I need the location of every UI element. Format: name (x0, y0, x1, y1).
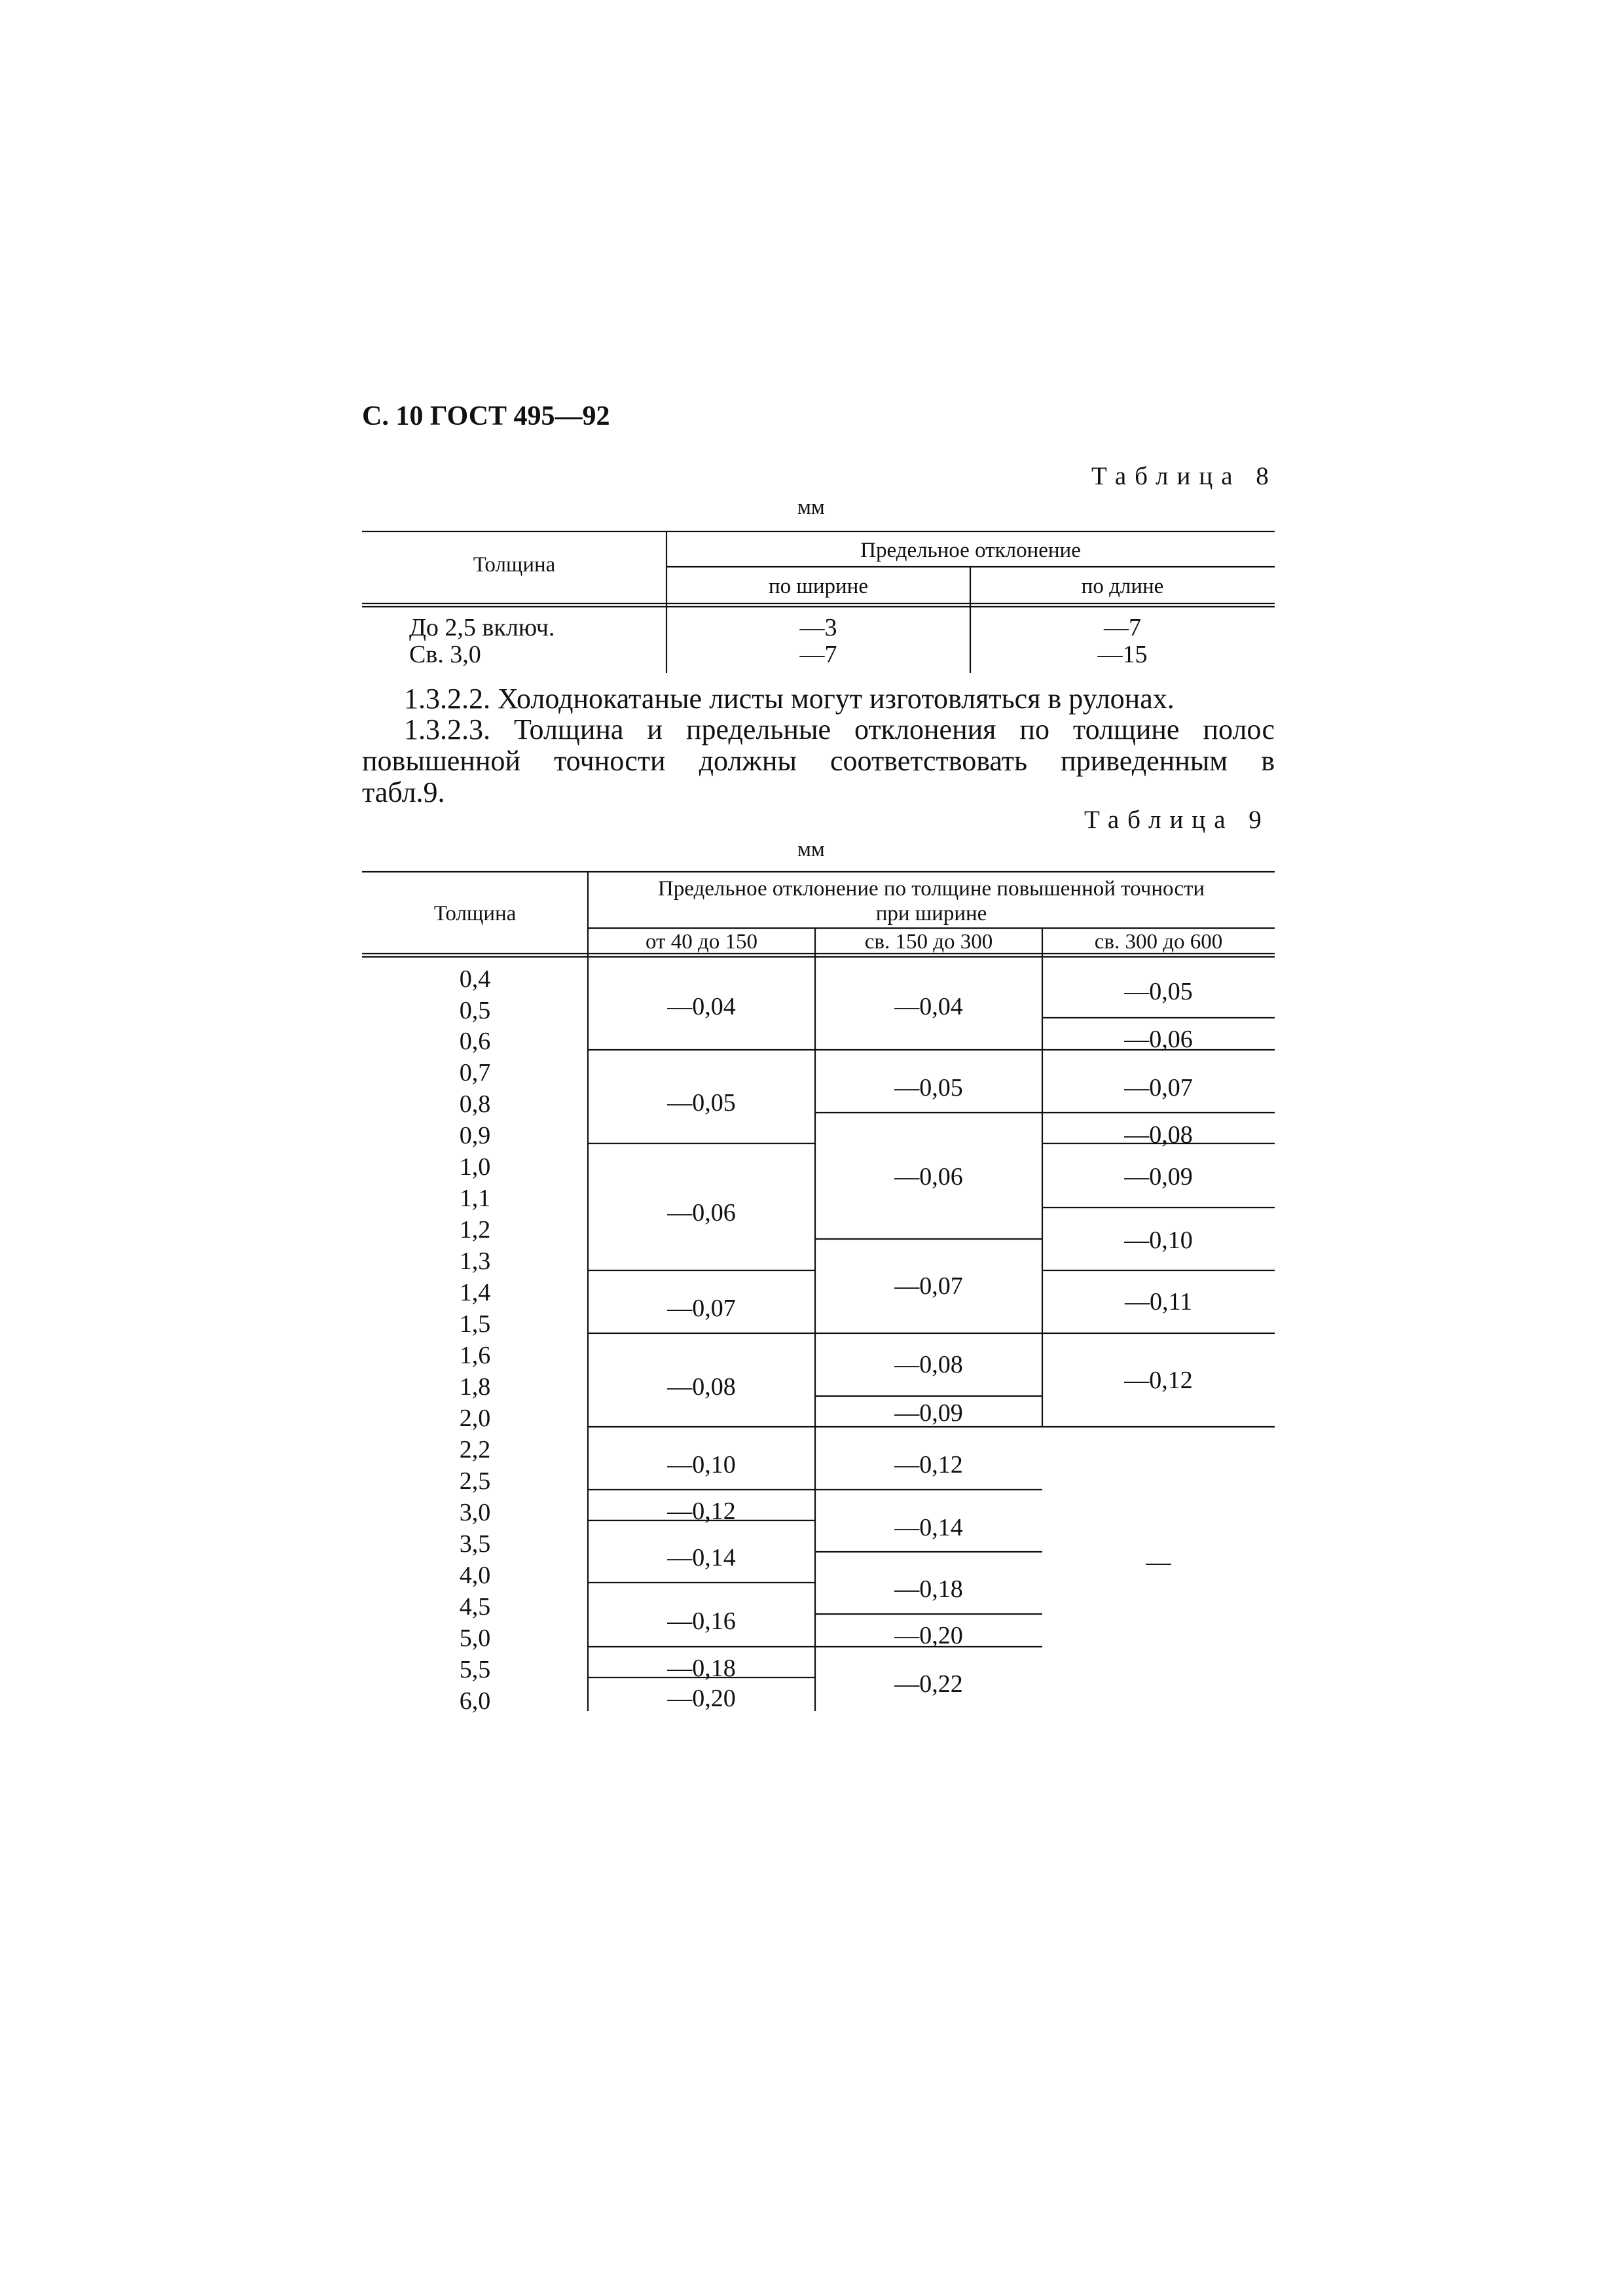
table9-w2-cell: —0,18 (894, 1575, 963, 1603)
table9-w3-cell: —0,05 (1124, 978, 1193, 1005)
table9-thickness-cell: 0,8 (459, 1090, 491, 1118)
paragraph-1-3-2-2: 1.3.2.2. Холоднокатаные листы могут изготовляться в рулонах. (404, 683, 1175, 715)
table9-col-thickness: Толщина (433, 902, 517, 925)
table8-row1-thickness: До 2,5 включ. (409, 614, 555, 641)
table9-thickness-cell: 1,3 (459, 1247, 491, 1275)
table9-w1-cell: —0,10 (667, 1451, 736, 1479)
table9-thickness-cell: 0,9 (459, 1122, 491, 1149)
table9-w1-cell: —0,05 (667, 1089, 736, 1117)
table9-thickness-cell: 1,4 (459, 1279, 491, 1306)
table9-col-group-line2: при ширине (875, 902, 987, 925)
table9-w1-cell: —0,16 (667, 1607, 736, 1635)
table9-w3-cell: —0,12 (1124, 1367, 1193, 1394)
table9-w2-cell: —0,05 (894, 1074, 963, 1102)
table9-w1-cell: —0,12 (667, 1498, 736, 1525)
table8-col-thickness: Толщина (473, 553, 556, 577)
table8-col-group: Предельное отклонение (860, 539, 1081, 562)
page-header: С. 10 ГОСТ 495—92 (362, 401, 610, 431)
table9-w1-cell: —0,06 (667, 1199, 736, 1227)
table9-col-w3: св. 300 до 600 (1094, 930, 1223, 954)
table9-thickness-cell: 1,5 (459, 1310, 491, 1338)
table9-thickness-cell: 4,5 (459, 1593, 491, 1621)
table9-w2-cell: —0,04 (894, 993, 963, 1020)
table8-row1-width: —3 (799, 614, 837, 641)
table9-w2-cell: —0,06 (894, 1163, 963, 1191)
table9-w1-cell: —0,08 (667, 1373, 736, 1401)
table9-w2-cell: —0,22 (894, 1670, 963, 1698)
table9-thickness-cell: 6,0 (459, 1687, 491, 1715)
table9-w3-cell: —0,09 (1124, 1163, 1193, 1191)
table9-thickness-cell: 0,6 (459, 1028, 491, 1055)
table9-unit: мм (797, 838, 825, 861)
table9-w3-cell: —0,11 (1124, 1288, 1193, 1316)
paragraph-1-3-2-3-line1: 1.3.2.3. Толщина и предельные отклонения по толщине полос (404, 713, 1275, 745)
table9-thickness-cell: 0,5 (459, 997, 491, 1024)
table9-w2-cell: —0,07 (894, 1272, 963, 1300)
table9-w3-cell: —0,06 (1124, 1026, 1193, 1053)
table9-w2-cell: —0,08 (894, 1351, 963, 1378)
table9-thickness-cell: 0,7 (459, 1059, 491, 1086)
table8-unit: мм (797, 495, 825, 519)
table8-caption: Таблица 8 (1091, 462, 1277, 490)
paragraph-1-3-2-3-line2: повышенной точности должны соответствовать приведенным в (362, 745, 1275, 777)
table9-w1-cell: —0,04 (667, 993, 736, 1020)
table9-w3-cell: —0,07 (1124, 1074, 1193, 1102)
table9-w3-cell: — (1146, 1549, 1171, 1576)
table9-caption: Таблица 9 (1084, 806, 1270, 834)
table9-w3-cell: —0,10 (1124, 1227, 1193, 1254)
table9-thickness-cell: 1,2 (459, 1216, 491, 1244)
table9-thickness-cell: 3,0 (459, 1499, 491, 1526)
table9-thickness-cell: 2,0 (459, 1405, 491, 1432)
table9-w2-cell: —0,14 (894, 1514, 963, 1541)
table8-row2-length: —15 (1097, 641, 1148, 668)
table9-col-w1: от 40 до 150 (645, 930, 758, 954)
table9-thickness-cell: 1,0 (459, 1153, 491, 1181)
table8-row1-length: —7 (1104, 614, 1141, 641)
table8-row2-width: —7 (799, 641, 837, 668)
table8-col-length: по длине (1081, 575, 1164, 598)
table9-thickness-cell: 2,5 (459, 1467, 491, 1495)
table9-thickness-cell: 4,0 (459, 1562, 491, 1589)
table9-w3-cell: —0,08 (1124, 1121, 1193, 1149)
table8-col-width: по ширине (769, 575, 868, 598)
table8-row2-thickness: Св. 3,0 (409, 641, 481, 668)
table9-w2-cell: —0,20 (894, 1622, 963, 1649)
table9-thickness-cell: 5,0 (459, 1624, 491, 1652)
table9-thickness-cell: 0,4 (459, 965, 491, 993)
table9-thickness-cell: 5,5 (459, 1656, 491, 1683)
table9-w2-cell: —0,12 (894, 1451, 963, 1479)
table9-col-w2: св. 150 до 300 (864, 930, 993, 954)
table9-w1-cell: —0,20 (667, 1685, 736, 1712)
table9-w1-cell: —0,14 (667, 1544, 736, 1571)
table9-thickness-cell: 1,6 (459, 1342, 491, 1369)
table9-thickness-cell: 3,5 (459, 1530, 491, 1558)
paragraph-1-3-2-3-line3: табл.9. (362, 776, 445, 808)
table9-w1-cell: —0,18 (667, 1655, 736, 1682)
table9-col-group-line1: Предельное отклонение по толщине повышенной точности (657, 877, 1205, 901)
table9-thickness-cell: 2,2 (459, 1436, 491, 1463)
table9-thickness-cell: 1,1 (459, 1185, 491, 1212)
table9-w2-cell: —0,09 (894, 1399, 963, 1427)
table9-thickness-cell: 1,8 (459, 1373, 491, 1401)
table9-w1-cell: —0,07 (667, 1295, 736, 1322)
